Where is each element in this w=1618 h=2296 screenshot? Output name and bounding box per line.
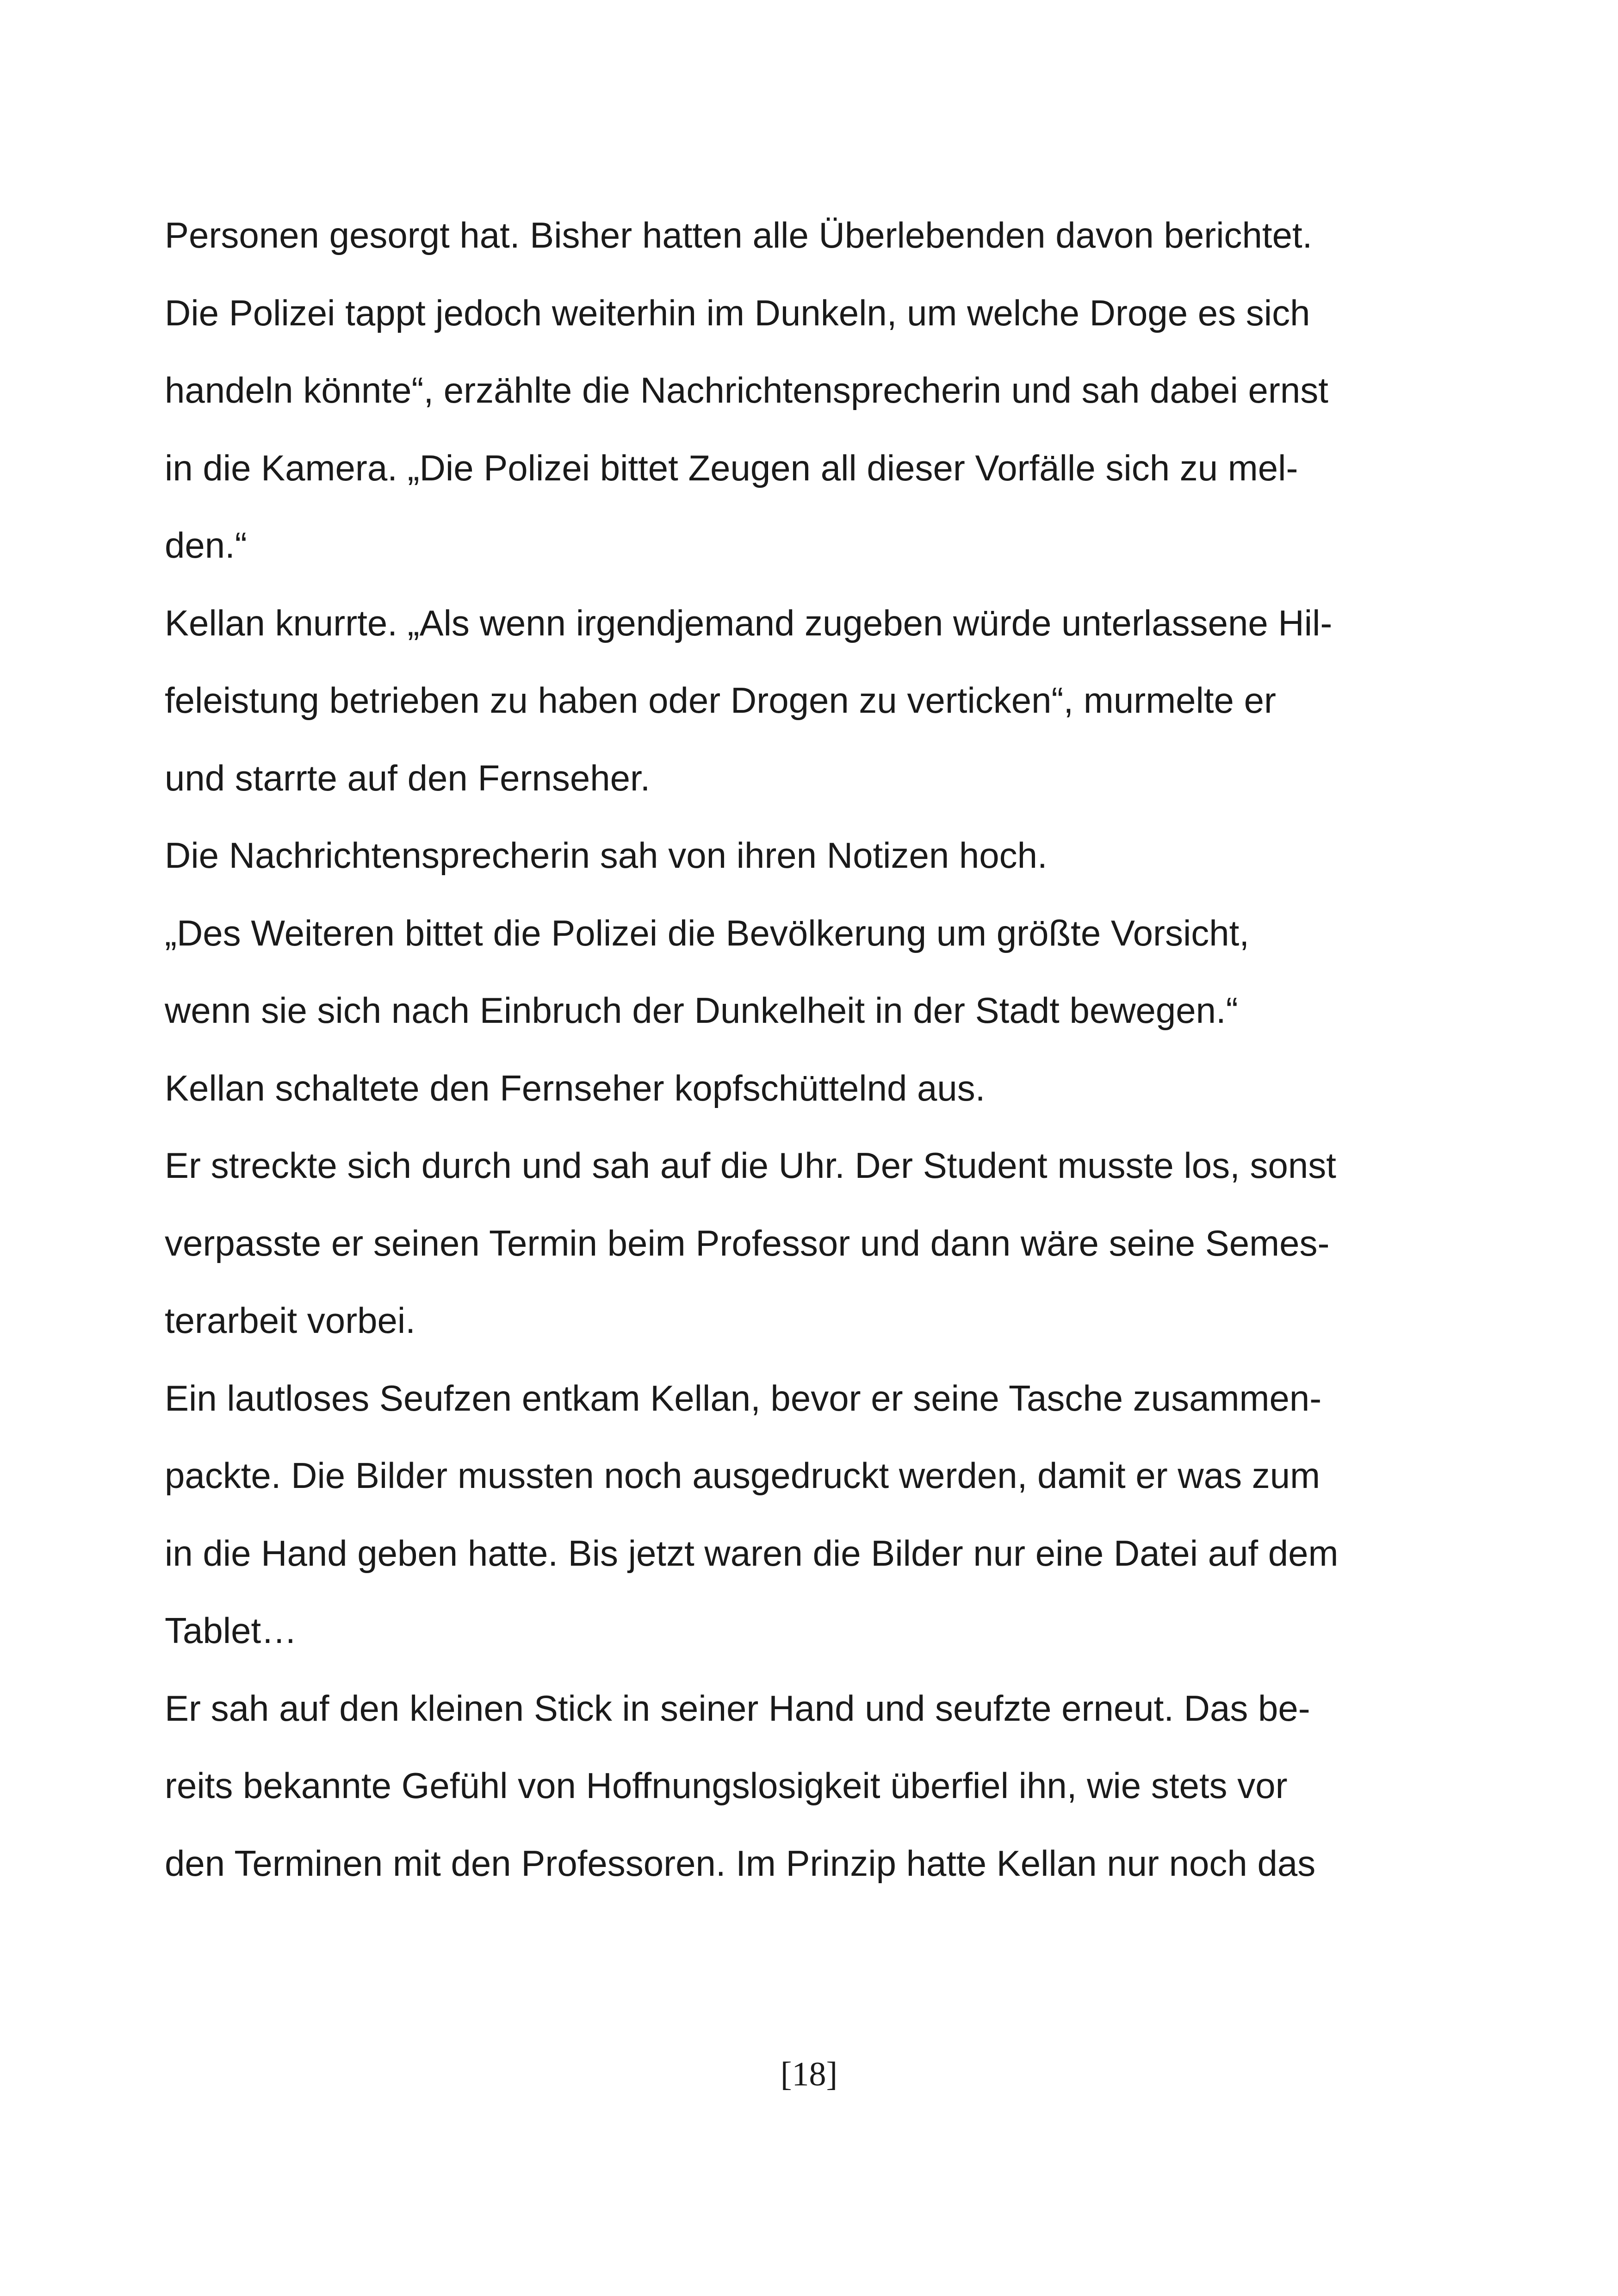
text-line: Kellan knurrte. „Als wenn irgendjemand zugeben würde unterlassene Hil- <box>165 602 1333 643</box>
text-line: Die Polizei tappt jedoch weiterhin im Dunkeln, um welche Droge es sich <box>165 292 1310 333</box>
text-line: Er sah auf den kleinen Stick in seiner Hand und seufzte erneut. Das be- <box>165 1687 1310 1729</box>
text-line: wenn sie sich nach Einbruch der Dunkelheit in der Stadt bewegen.“ <box>165 990 1238 1031</box>
body-text <box>165 197 1460 1902</box>
text-line: reits bekannte Gefühl von Hoffnungslosigkeit überfiel ihn, wie stets vor <box>165 1765 1288 1806</box>
text-line: „Des Weiteren bittet die Polizei die Bevölkerung um größte Vorsicht, <box>165 912 1249 953</box>
text-line: und starrte auf den Fernseher. <box>165 757 651 798</box>
text-line: den Terminen mit den Professoren. Im Prinzip hatte Kellan nur noch das <box>165 1842 1316 1884</box>
text-line: handeln könnte“, erzählte die Nachrichtensprecherin und sah dabei ernst <box>165 370 1328 411</box>
text-line: verpasste er seinen Termin beim Professor und dann wäre seine Semes- <box>165 1222 1330 1263</box>
text-line: feleistung betrieben zu haben oder Drogen zu verticken“, murmelte er <box>165 680 1276 721</box>
text-line: Tablet… <box>165 1610 298 1651</box>
text-line: packte. Die Bilder mussten noch ausgedruckt werden, damit er was zum <box>165 1455 1320 1496</box>
text-line: Die Nachrichtensprecherin sah von ihren Notizen hoch. <box>165 835 1048 876</box>
page-number: [18] <box>780 2055 838 2093</box>
text-line: Ein lautloses Seufzen entkam Kellan, bevor er seine Tasche zusammen- <box>165 1377 1322 1419</box>
text-line: in die Hand geben hatte. Bis jetzt waren die Bilder nur eine Datei auf dem <box>165 1532 1339 1574</box>
text-line: Personen gesorgt hat. Bisher hatten alle Überlebenden davon berichtet. <box>165 215 1313 255</box>
text-line: Kellan schaltete den Fernseher kopfschüttelnd aus. <box>165 1067 986 1108</box>
text-line: terarbeit vorbei. <box>165 1300 415 1341</box>
text-line: Er streckte sich durch und sah auf die Uhr. Der Student musste los, sonst <box>165 1145 1336 1186</box>
text-line: in die Kamera. „Die Polizei bittet Zeugen all dieser Vorfälle sich zu mel- <box>165 447 1298 488</box>
text-line: den.“ <box>165 525 247 566</box>
